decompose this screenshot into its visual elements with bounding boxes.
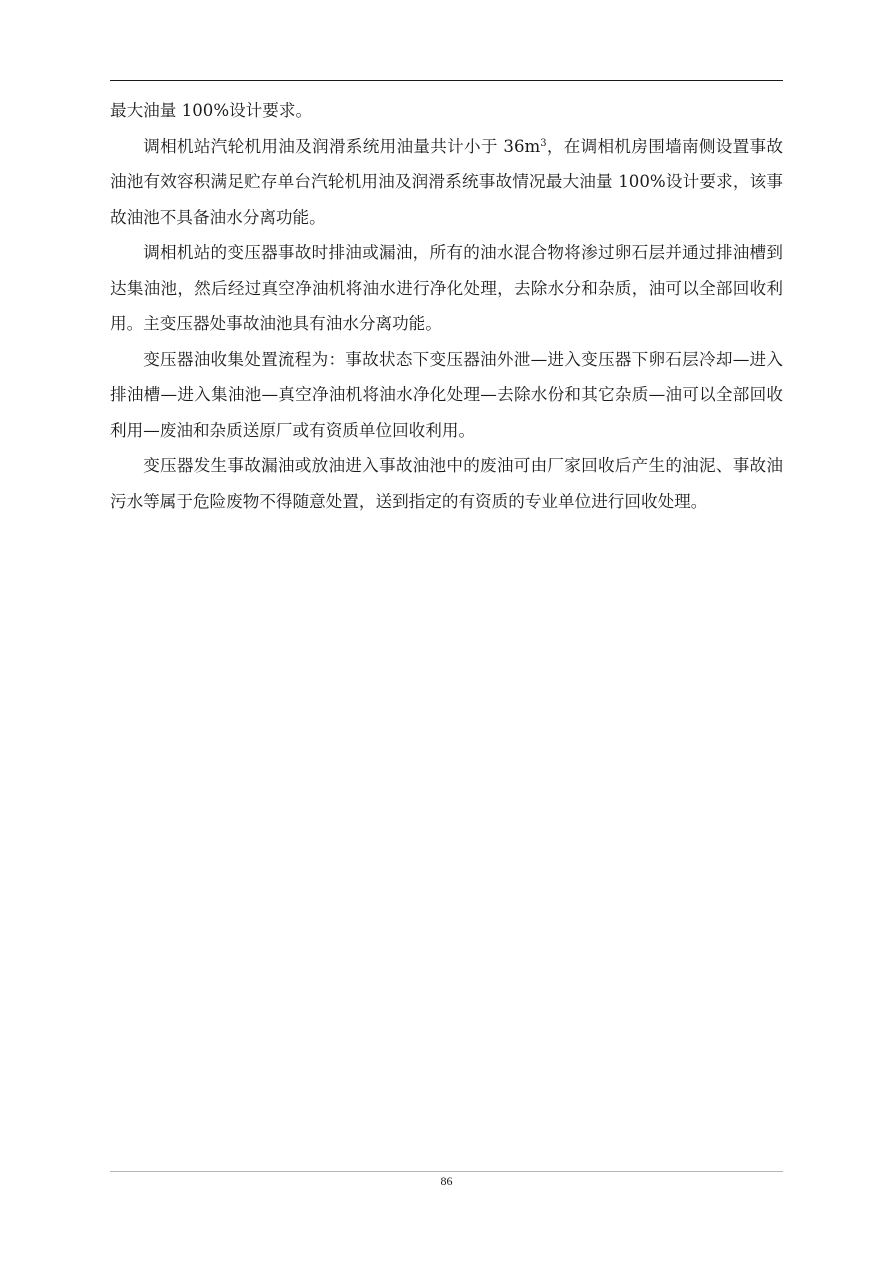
paragraph-4: 变压器油收集处置流程为：事故状态下变压器油外泄—进入变压器下卵石层冷却—进入排油槽—进入集油池—真空净油机将油水净化处理—去除水份和其它杂质—油可以全部回收利用—废油和杂质送原厂或有资质单位回收利用。 [110, 349, 783, 440]
footer-rule [110, 1171, 783, 1172]
paragraph-3: 调相机站的变压器事故时排油或漏油，所有的油水混合物将渗过卵石层并通过排油槽到达集油池，然后经过真空净油机将油水进行净化处理，去除水分和杂质，油可以全部回收利用。主变压器处事故油池具有油水分离功能。 [110, 243, 783, 333]
paragraph-5: 变压器发生事故漏油或放油进入事故油池中的废油可由厂家回收后产生的油泥、事故油污水等属于危险废物不得随意处置，送到指定的有资质的专业单位进行回收处理。 [110, 456, 783, 511]
paragraph-1: 最大油量 100%设计要求。 [110, 101, 313, 120]
paragraph-2-text-b: ，在调相机房围墙南侧设置事故油池有效容积满足贮存单台汽轮机用油及润滑系统事故情况最大油量 100%设计要求，该事故油池不具备油水分离功能。 [110, 136, 783, 227]
paragraph-2 [110, 129, 783, 236]
header-rule [110, 80, 783, 81]
paragraph-2-text-a: 调相机站汽轮机用油及润滑系统用油量共计小于 36m [143, 136, 541, 156]
body-text [110, 93, 783, 519]
page-number: 86 [440, 1174, 453, 1188]
superscript-cubed: 3 [540, 137, 547, 149]
